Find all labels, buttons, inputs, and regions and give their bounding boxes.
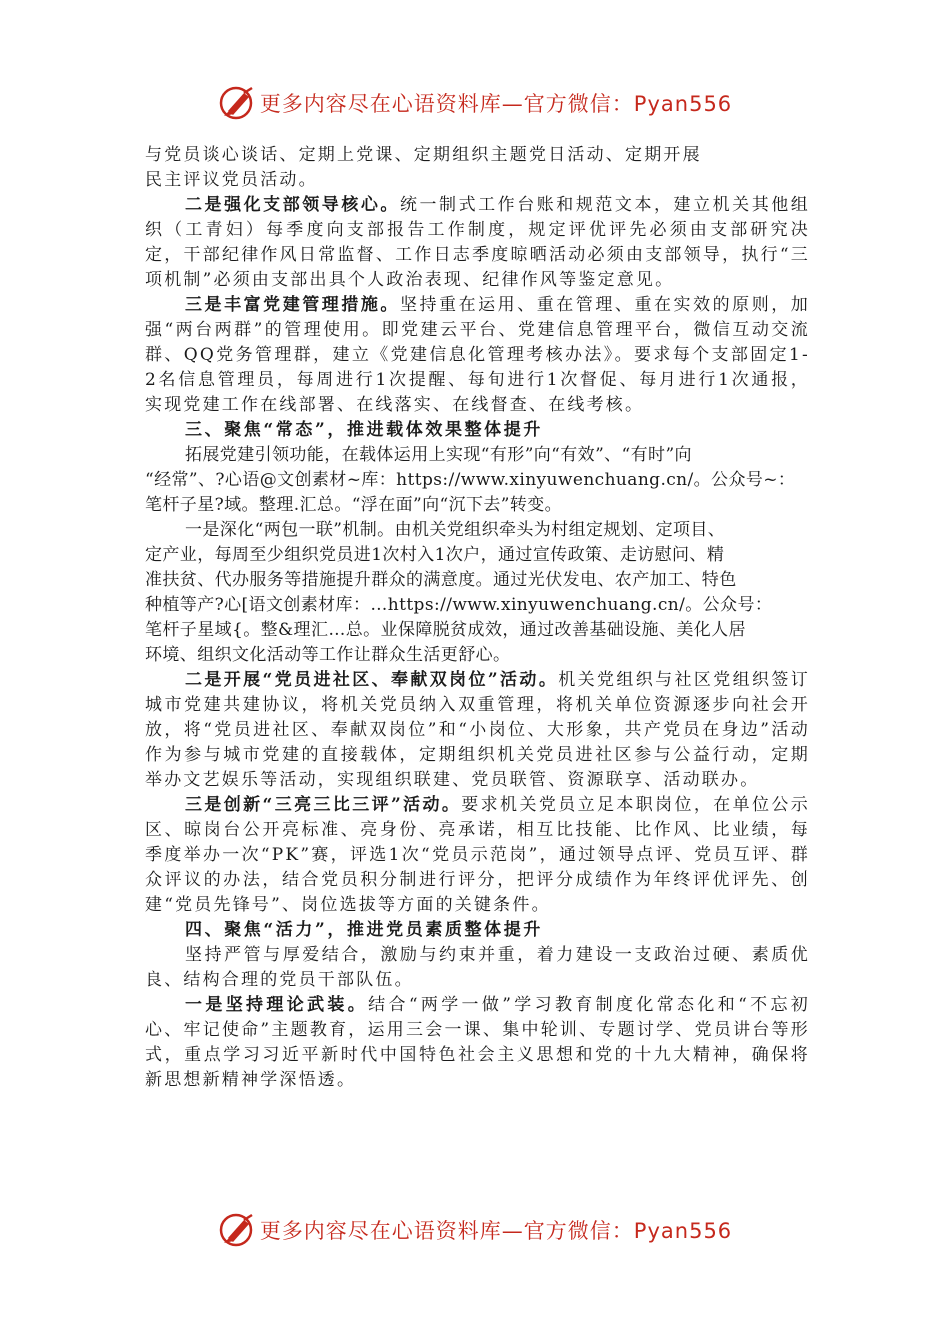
text-line: “经常”、?心语@文创素材~库：https://www.xinyuwenchuang.cn/。公众号~： xyxy=(145,470,796,490)
paragraph xyxy=(145,518,810,668)
watermark-banner-bottom xyxy=(0,1210,950,1250)
paragraph-text: 机关党组织与社区党组织签订城市党建共建协议，将机关党员纳入双重管理，将机关单位资源逐步向社会开放，将“党员进社区、奉献双岗位”和“小岗位、大形象，共产党员在身边”活动作为参与城市党建的直接载体，定期组织机关党员进社区参与公益行动，定期举办文艺娱乐等活动，实现组织联建、党员联管、资源联享、活动联办。 xyxy=(145,670,810,790)
text-line: 民主评议党员活动。 xyxy=(145,170,318,190)
paragraph xyxy=(145,143,810,193)
text-line: 与党员谈心谈话、定期上党课、定期组织主题党日活动、定期开展 xyxy=(145,145,702,165)
paragraph xyxy=(145,443,810,518)
bold-lead: 一是坚持理论武装。 xyxy=(185,995,369,1015)
text-line: 环境、组织文化活动等工作让群众生活更舒心。 xyxy=(145,645,511,665)
text-line: 种植等产?心[语文创素材库：…https://www.xinyuwenchuang.cn/。公众号： xyxy=(145,595,773,615)
paragraph xyxy=(145,293,810,418)
section-heading: 四、聚焦“活力”，推进党员素质整体提升 xyxy=(185,920,543,940)
watermark-text: 更多内容尽在心语资料库—官方微信：Pyan556 xyxy=(259,92,733,116)
pen-nib-logo xyxy=(218,85,258,121)
text-line: 一是深化“两包一联”机制。由机关党组织牵头为村组定规划、定项目、 xyxy=(185,520,726,540)
text-line: 定产业，每周至少组织党员进1次村入1次户，通过宣传政策、走访慰问、精 xyxy=(145,545,725,565)
paragraph-text: 要求机关党员立足本职岗位，在单位公示区、晾岗台公开亮标准、亮身份、亮承诺，相互比技能、比作风、比业绩，每季度举办一次“PK”赛，评选1次“党员示范岗”，通过领导点评、党员互评、群众评议的办法，结合党员积分制进行评分，把评分成绩作为年终评优评先、创建“党员先锋号”、岗位选拔等方面的关键条件。 xyxy=(145,795,810,915)
paragraph-text: 统一制式工作台账和规范文本，建立机关其他组织（工青妇）每季度向支部报告工作制度，规定评优评先必须由支部研究决定，干部纪律作风日常监督、工作日志季度晾晒活动必须由支部领导，执行“三项机制”必须由支部出具个人政治表现、纪律作风等鉴定意见。 xyxy=(145,195,811,290)
watermark-text: 更多内容尽在心语资料库—官方微信：Pyan556 xyxy=(259,1219,733,1243)
bold-lead: 三是丰富党建管理措施。 xyxy=(185,295,400,315)
text-line: 笔杆子星域{。整&理汇…总。业保障脱贫成效，通过改善基础设施、美化人居 xyxy=(145,620,746,640)
pen-nib-logo xyxy=(218,1212,258,1248)
document-body xyxy=(145,143,810,1093)
paragraph xyxy=(145,943,810,993)
text-line: 拓展党建引领功能，在载体运用上实现“有形”向“有效”、“有时”向 xyxy=(185,445,692,465)
watermark-banner-top xyxy=(0,83,950,123)
paragraph xyxy=(145,993,810,1093)
bold-lead: 二是开展“党员进社区、奉献双岗位”活动。 xyxy=(185,670,559,690)
paragraph xyxy=(145,668,810,793)
text-line: 准扶贫、代办服务等措施提升群众的满意度。通过光伏发电、农产加工、特色 xyxy=(145,570,737,590)
paragraph-text: 坚持重在运用、重在管理、重在实效的原则，加强“两台两群”的管理使用。即党建云平台、党建信息管理平台，微信互动交流群、QQ党务管理群，建立《党建信息化管理考核办法》。要求每个支部固定1-2名信息管理员，每周进行1次提醒、每旬进行1次督促、每月进行1次通报，实现党建工作在线部署、在线落实、在线督查、在线考核。 xyxy=(145,295,811,415)
bold-lead: 二是强化支部领导核心。 xyxy=(185,195,400,215)
text-line: 笔杆子星?域。整理.汇总。“浮在面”向“沉下去”转变。 xyxy=(145,495,563,515)
paragraph xyxy=(145,193,810,293)
paragraph-text: 坚持严管与厚爱结合，激励与约束并重，着力建设一支政治过硬、素质优良、结构合理的党员干部队伍。 xyxy=(145,945,810,990)
bold-lead: 三是创新“三亮三比三评”活动。 xyxy=(185,795,462,815)
paragraph-text: 结合“两学一做”学习教育制度化常态化和“不忘初心、牢记使命”主题教育，运用三会一课、集中轮训、专题讨学、党员讲台等形式，重点学习习近平新时代中国特色社会主义思想和党的十九大精神，确保将新思想新精神学深悟透。 xyxy=(145,995,811,1090)
paragraph xyxy=(145,793,810,918)
section-heading: 三、聚焦“常态”，推进载体效果整体提升 xyxy=(185,420,543,440)
